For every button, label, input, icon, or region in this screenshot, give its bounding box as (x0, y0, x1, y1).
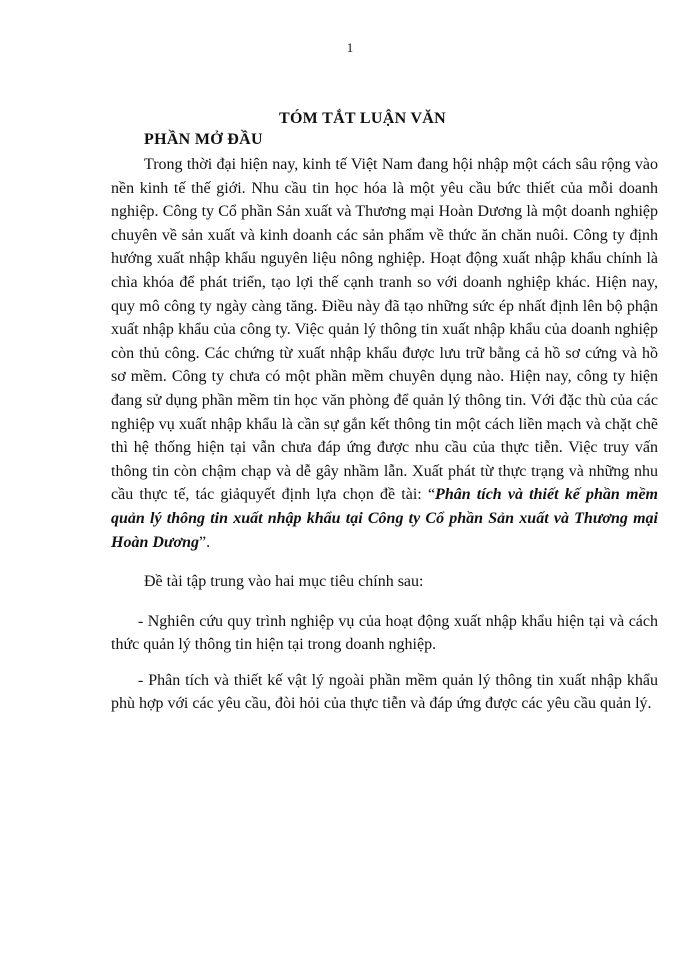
objectives-intro: Đề tài tập trung vào hai mục tiêu chính sau: (144, 573, 424, 591)
page-number: 1 (346, 40, 354, 55)
topic-suffix: ”. (198, 533, 211, 551)
objective-item-2: - Phân tích và thiết kế vật lý ngoài phần mềm quản lý thông tin xuất nhập khẩu phù hợp với các yêu cầu, đòi hỏi của thực tiễn và đáp ứng được các yêu cầu quản lý. (111, 671, 658, 713)
body-text (111, 153, 658, 716)
intro-text: Trong thời đại hiện nay, kinh tế Việt Nam đang hội nhập một cách sâu rộng vào nền kinh tế thế giới. Nhu cầu tin học hóa là một yêu cầu bức thiết của mỗi doanh nghiệp. Công ty Cổ phần Sản xuất và Thương mại Hoàn Dương là một doanh nghiệp chuyên về sản xuất và kinh doanh các sản phẩm về thức ăn chăn nuôi. Công ty định hướng xuất nhập khẩu nguyên liệu nông nghiệp. Hoạt động xuất nhập khẩu chính là chìa khóa để phát triển, tạo lợi thế cạnh tranh so với doanh nghiệp khác. Hiện nay, quy mô công ty ngày càng tăng. Điều này đã tạo những sức ép nhất định lên bộ phận xuất nhập khẩu của công ty. Việc quản lý thông tin xuất nhập khẩu của doanh nghiệp còn thủ công. Các chứng từ xuất nhập khẩu được lưu trữ bằng cả hồ sơ cứng và hồ sơ mềm. Công ty chưa có một phần mềm chuyên dụng nào. Hiện nay, công ty hiện đang sử dụng phần mềm tin học văn phòng để quản lý thông tin. Với đặc thù của các nghiệp vụ xuất nhập khẩu là cần sự gắn kết thông tin một cách liền mạch và chặt chẽ thì hệ thống hiện tại vẫn chưa đáp ứng được nhu cầu của thực tiễn. Việc truy vấn thông tin còn chậm chạp và dễ gây nhầm lẫn. Xuất phát từ thực trạng và những nhu cầu thực tế, tác giảquyết định lựa chọn đề tài: “ (111, 156, 658, 504)
document-title: TÓM TẮT LUẬN VĂN (278, 110, 447, 127)
intro-paragraph (111, 153, 658, 554)
objective-item-1: - Nghiên cứu quy trình nghiệp vụ của hoạt động xuất nhập khẩu hiện tại và cách thức quản lý thông tin hiện tại trong doanh nghiệp. (111, 612, 658, 654)
thesis-topic-title: Phân tích và thiết kế phần mềm quản lý thông tin xuất nhập khẩu tại Công ty Cổ phần Sản xuất và Thương mại Hoàn Dương (111, 486, 658, 551)
section-heading: PHẦN MỞ ĐẦU (144, 131, 263, 148)
